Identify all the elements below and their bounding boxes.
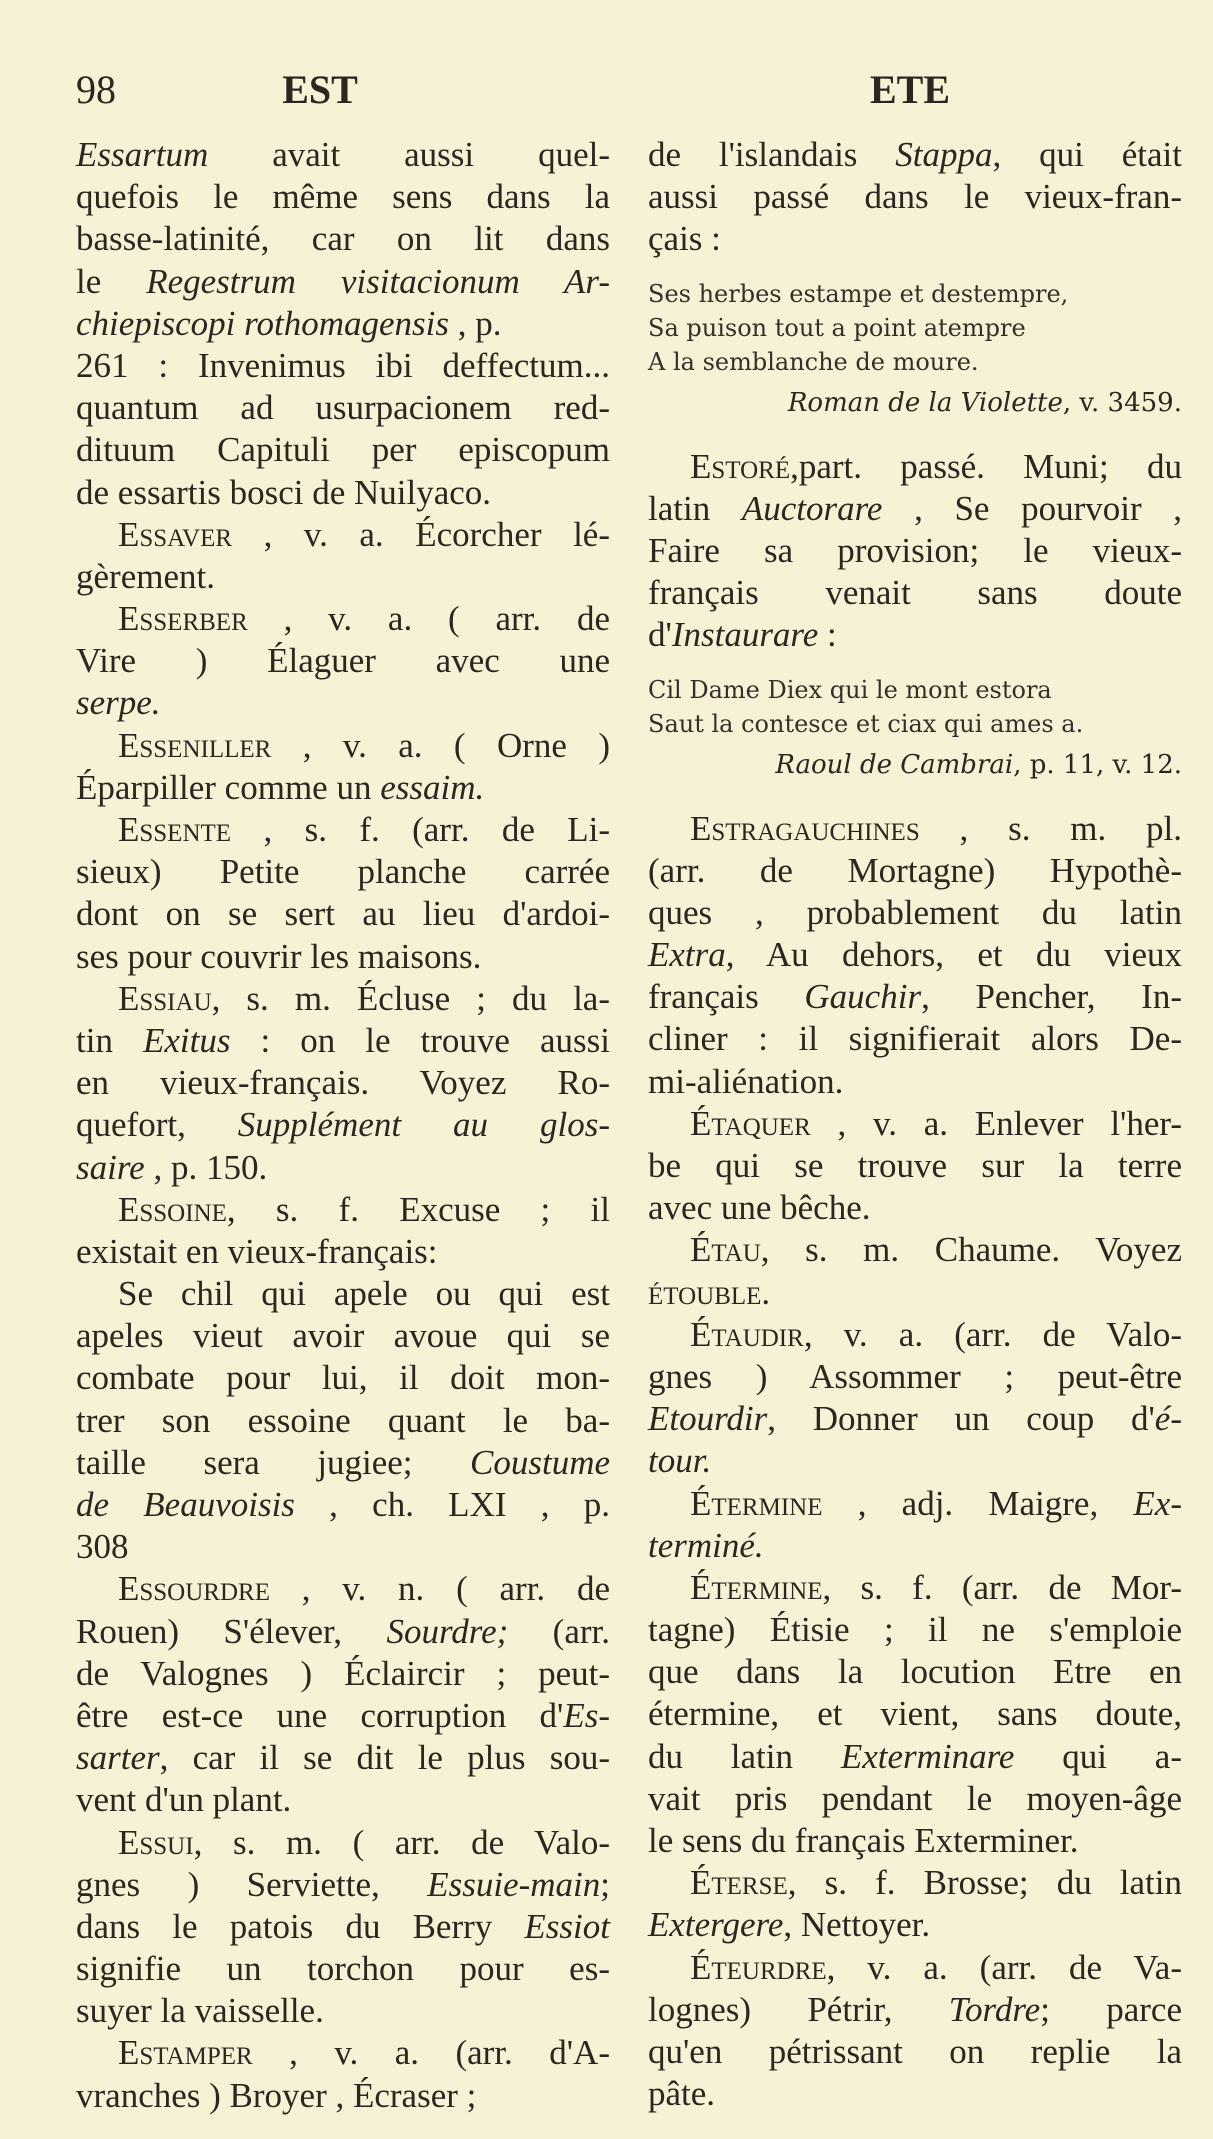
text-segment: basse-latinité, car on lit dans (76, 219, 610, 259)
text-segment: , v. a. (arr. d'A- (252, 2033, 610, 2073)
italic-text: Ex- (1133, 1483, 1182, 1523)
text-segment: le sens du français Exterminer. (648, 1821, 1079, 1860)
text-line (648, 1820, 1182, 1862)
text-segment: français venait sans doute (648, 573, 1182, 613)
text-line (76, 1568, 610, 1610)
text-segment: , p. 150. (144, 1147, 268, 1187)
italic-text: saire (76, 1147, 145, 1187)
italic-text: Essartum (76, 135, 209, 174)
text-segment: , v. n. ( arr. de (269, 1569, 610, 1609)
text-segment: , qui était (992, 135, 1182, 174)
text-segment: 308 (76, 1527, 129, 1567)
text-line (648, 1018, 1182, 1060)
text-segment: existait en vieux-français: (76, 1231, 438, 1271)
text-segment: tagne) Étisie ; il ne s'emploie (648, 1610, 1182, 1650)
dictionary-entry (648, 446, 1182, 657)
italic-text: Supplément au glos- (237, 1105, 610, 1145)
text-line (648, 1314, 1182, 1356)
text-segment: , s. m. ( arr. de Valo- (193, 1822, 610, 1862)
dictionary-entry (76, 1822, 610, 2033)
text-line (76, 640, 610, 682)
headword: Estoré (690, 446, 791, 486)
text-line (648, 1187, 1182, 1229)
text-segment: mi-aliénation. (648, 1061, 844, 1101)
text-line (76, 387, 610, 429)
text-segment: qui a- (1014, 1736, 1182, 1776)
text-line (76, 1315, 610, 1357)
italic-text: tour. (648, 1441, 712, 1481)
verse-quotation (648, 277, 1182, 427)
text-segment: , v. a. (arr. de Valo- (803, 1314, 1182, 1354)
italic-text: Exterminare (840, 1736, 1015, 1776)
text-line (648, 446, 1182, 488)
text-line (76, 1526, 610, 1568)
text-segment: de Valognes ) Éclaircir ; peut- (76, 1653, 610, 1693)
text-segment: ses pour couvrir les maisons. (76, 936, 482, 976)
headword: Essaver (118, 514, 233, 554)
text-line (76, 556, 610, 598)
text-line (76, 1442, 610, 1484)
text-line (76, 767, 610, 809)
text-segment: , v. 3459. (1062, 387, 1182, 418)
text-segment: pâte. (648, 2074, 716, 2114)
text-line (648, 176, 1182, 218)
text-line (648, 1989, 1182, 2031)
italic-text: Raoul de Cambrai (775, 749, 1014, 780)
text-line (76, 682, 610, 724)
text-segment: ques , probablement du latin (648, 892, 1182, 932)
text-line (76, 1484, 610, 1526)
text-segment: trer son essoine quant le ba- (76, 1400, 610, 1440)
text-segment: étermine, et vient, sans doute, (648, 1694, 1182, 1734)
text-segment: avec une bêche. (648, 1188, 871, 1228)
right-running-head: ETE (869, 67, 951, 112)
text-line (648, 1904, 1182, 1946)
text-segment: que dans la locution Etre en (648, 1652, 1182, 1692)
text-segment: Éparpiller comme un (76, 767, 381, 807)
text-segment: : (818, 615, 837, 655)
verse-line: Ses herbes estampe et destempre, (648, 279, 1069, 308)
text-segment: aussi passé dans le vieux-fran- (648, 177, 1182, 217)
text-segment: , Pencher, In- (921, 977, 1182, 1017)
text-segment: avait aussi quel- (208, 135, 610, 174)
text-line (76, 893, 610, 935)
text-line (76, 936, 610, 978)
text-segment: gnes ) Assommer ; peut-être (648, 1356, 1182, 1396)
text-line (76, 303, 610, 345)
text-segment: vait pris pendant le moyen-âge (648, 1778, 1182, 1818)
italic-text: Exitus (142, 1020, 231, 1060)
text-segment: dont on se sert au lieu d'ardoi- (76, 894, 610, 934)
text-line (648, 1736, 1182, 1778)
text-line (76, 1611, 610, 1653)
text-segment: , v. a. ( arr. de (247, 599, 610, 639)
italic-text: Extergere (648, 1905, 784, 1945)
headword: Estragauchines (690, 808, 920, 848)
italic-text: Tordre (948, 1989, 1041, 2029)
headword: Éteurdre (690, 1947, 827, 1987)
text-segment: Vire ) Élaguer avec une (76, 641, 610, 681)
text-line (76, 1822, 610, 1864)
headword: Essourdre (118, 1569, 270, 1609)
text-segment: latin (648, 488, 742, 528)
text-line (76, 1062, 610, 1104)
dictionary-entry (648, 1103, 1182, 1230)
text-line (76, 725, 610, 767)
italic-text: Regestrum visitacionum Ar- (146, 261, 610, 301)
text-segment: français (648, 977, 805, 1017)
italic-text: essaim. (380, 767, 485, 807)
text-segment: , s. f. Excuse ; il (226, 1189, 610, 1229)
verse-line: Sa puison tout a point atempre (648, 313, 1026, 342)
text-segment: en vieux-français. Voyez Ro- (76, 1063, 610, 1103)
text-line (648, 134, 1182, 176)
verse-quotation (648, 673, 1182, 789)
left-running-head: EST (282, 67, 358, 112)
headword: Estamper (118, 2033, 253, 2073)
verse-line: Saut la contesce et ciax qui ames a. (648, 709, 1084, 738)
quotation-paragraph (76, 1273, 610, 1568)
italic-text: Etourdir (648, 1399, 768, 1439)
text-segment: (arr. (508, 1611, 610, 1651)
text-line (648, 1525, 1182, 1567)
page-number: 98 (76, 67, 116, 112)
text-segment: ; (600, 1864, 610, 1904)
text-line (648, 1398, 1182, 1440)
dictionary-entry (76, 809, 610, 978)
text-segment: d' (648, 615, 672, 655)
dictionary-entry (76, 1568, 610, 1821)
text-line (648, 892, 1182, 934)
text-line (648, 1567, 1182, 1609)
text-line (76, 176, 610, 218)
headword: Étermine (690, 1483, 823, 1523)
text-line (648, 1862, 1182, 1904)
text-line (76, 809, 610, 851)
italic-text: Coustume (470, 1442, 610, 1482)
text-segment: , v. a. (arr. de Va- (826, 1947, 1182, 1987)
text-segment: taille sera jugiee; (76, 1442, 470, 1482)
dictionary-entry (76, 725, 610, 809)
headword: Étermine (690, 1567, 823, 1607)
italic-text: Essuie-main (427, 1864, 601, 1904)
text-line (76, 1400, 610, 1442)
text-line (76, 134, 610, 176)
dictionary-entry (648, 1567, 1182, 1862)
citation (648, 741, 1182, 789)
text-segment: de l'islandais (648, 135, 896, 174)
text-line (76, 1189, 610, 1231)
text-segment: be qui se trouve sur la terre (648, 1146, 1182, 1185)
text-line (76, 514, 610, 556)
text-segment: , s. f. (arr. de Li- (231, 810, 610, 849)
text-segment: être est-ce une corruption d' (76, 1695, 564, 1735)
text-segment: Faire sa provision; le vieux- (648, 530, 1182, 570)
dictionary-entry (648, 1862, 1182, 1946)
text-line (648, 2031, 1182, 2073)
italic-text: terminé. (648, 1525, 764, 1565)
text-line (648, 1061, 1182, 1103)
text-segment: 261 : Invenimus ibi deffectum... (76, 345, 610, 385)
headword: Éterse (690, 1863, 788, 1903)
headword: Essoine (118, 1189, 227, 1229)
text-line (648, 1145, 1182, 1187)
text-line (648, 1272, 1182, 1314)
text-segment: , adj. Maigre, (822, 1483, 1134, 1523)
right-column (648, 134, 1182, 2115)
verse-line: A la semblanche de moure. (648, 347, 979, 376)
text-line (648, 1103, 1182, 1145)
text-segment: suyer la vaisselle. (76, 1991, 324, 2031)
text-line (648, 1229, 1182, 1271)
text-line (76, 1990, 610, 2032)
text-segment: , Nettoyer. (783, 1905, 931, 1945)
text-line (76, 2075, 610, 2117)
italic-text: Gauchir (804, 977, 922, 1017)
text-segment: (arr. de Mortagne) Hypothè- (648, 850, 1182, 890)
text-segment: , s. m. pl. (919, 808, 1182, 848)
text-line (648, 530, 1182, 572)
italic-text: Sourdre; (386, 1611, 509, 1651)
text-line (648, 976, 1182, 1018)
dictionary-entry (648, 808, 1182, 1103)
text-segment: , car il se dit le plus sou- (159, 1738, 610, 1778)
citation (648, 379, 1182, 427)
italic-text: de Beauvoisis (76, 1485, 295, 1524)
verse-line: Cil Dame Diex qui le mont estora (648, 675, 1052, 704)
text-segment: , s. m. Écluse ; du la- (211, 978, 610, 1018)
left-column (76, 134, 610, 2117)
text-line (76, 1273, 610, 1315)
text-line (648, 1356, 1182, 1398)
text-line (76, 1104, 610, 1146)
dictionary-entry (648, 1483, 1182, 1567)
text-line (648, 808, 1182, 850)
text-line (76, 978, 610, 1020)
italic-text: Roman de la Violette (787, 387, 1063, 418)
text-segment: Rouen) S'élever, (76, 1611, 387, 1651)
headword: Esseniller (118, 725, 272, 765)
italic-text: Instaurare (671, 615, 819, 655)
text-line (648, 1947, 1182, 1989)
text-line (648, 850, 1182, 892)
italic-text: Stappa (895, 135, 993, 174)
text-line (76, 1653, 610, 1695)
text-line (76, 1020, 610, 1062)
text-segment: , ch. LXI , p. (294, 1485, 610, 1524)
text-segment: ; parce (1040, 1989, 1182, 2029)
text-line (648, 2073, 1182, 2115)
text-line (76, 1147, 610, 1189)
italic-text: chiepiscopi rothomagensis (76, 303, 449, 343)
text-line (648, 934, 1182, 976)
dictionary-entry (76, 598, 610, 725)
text-segment: , p. (448, 303, 502, 343)
headword: Essui (118, 1822, 194, 1862)
text-segment: dituum Capituli per episcopum (76, 430, 610, 470)
text-segment: quefois le même sens dans la (76, 177, 610, 217)
text-segment: quantum ad usurpacionem red- (76, 388, 610, 428)
text-segment: , Donner un coup d' (767, 1399, 1155, 1439)
text-segment: , v. a. Enlever l'her- (810, 1103, 1182, 1143)
text-segment: çais : (648, 219, 721, 259)
text-segment: quefort, (76, 1105, 238, 1145)
italic-text: Es- (563, 1695, 610, 1735)
text-segment: du latin (648, 1736, 841, 1776)
text-segment: , Se pourvoir , (882, 488, 1182, 528)
text-line (76, 1779, 610, 1821)
text-segment: , s. m. Chaume. Voyez (760, 1230, 1182, 1270)
headword: Essiau (118, 978, 212, 1018)
text-line (76, 1695, 610, 1737)
italic-text: sarter (76, 1738, 160, 1778)
text-line (76, 1737, 610, 1779)
dictionary-entry (76, 978, 610, 1189)
dictionary-entry (648, 1314, 1182, 1483)
text-line (76, 1231, 610, 1273)
dictionary-entry (76, 514, 610, 598)
italic-text: Essiot (524, 1906, 610, 1946)
text-segment: vranches ) Broyer , Écraser ; (76, 2075, 477, 2115)
text-line (648, 572, 1182, 614)
text-line (76, 1906, 610, 1948)
italic-text: é- (1154, 1399, 1182, 1439)
text-segment: signifie un torchon pour es- (76, 1949, 610, 1989)
text-segment: apeles vieut avoir avoue qui se (76, 1316, 610, 1356)
dictionary-entry (76, 2032, 610, 2116)
text-line (76, 1948, 610, 1990)
text-segment: , Au dehors, et du vieux (725, 935, 1182, 975)
headword: Étaudir (690, 1314, 804, 1354)
text-segment: tin (76, 1020, 143, 1060)
text-line (76, 1357, 610, 1399)
text-segment: , s. f. Brosse; du latin (787, 1863, 1182, 1903)
continued-paragraph (648, 134, 1182, 261)
text-segment: ,part. passé. Muni; du (790, 446, 1182, 486)
text-line (76, 261, 610, 303)
text-segment: , s. f. (arr. de Mor- (822, 1567, 1182, 1607)
text-segment: vent d'un plant. (76, 1780, 292, 1820)
headword: étouble. (648, 1272, 771, 1312)
text-line (76, 1864, 610, 1906)
text-line (648, 1609, 1182, 1651)
text-segment: de essartis bosci de Nuilyaco. (76, 472, 492, 512)
text-segment: gnes ) Serviette, (76, 1864, 428, 1904)
headword: Étau (690, 1230, 761, 1270)
text-segment: combate pour lui, il doit mon- (76, 1358, 610, 1398)
continued-paragraph (76, 134, 610, 514)
italic-text: Extra (648, 935, 726, 975)
text-line (76, 472, 610, 514)
text-line (76, 429, 610, 471)
text-line (648, 1693, 1182, 1735)
text-segment: Se chil qui apele ou qui est (118, 1274, 610, 1314)
dictionary-entry (648, 1229, 1182, 1313)
headword: Esserber (118, 599, 248, 639)
text-line (76, 2032, 610, 2074)
text-line (648, 488, 1182, 530)
text-segment: cliner : il signifierait alors De- (648, 1019, 1182, 1059)
text-segment: sieux) Petite planche carrée (76, 852, 610, 892)
dictionary-entry (648, 1947, 1182, 2116)
text-line (648, 1651, 1182, 1693)
text-line (76, 218, 610, 260)
headword: Essente (118, 810, 232, 849)
text-line (648, 1483, 1182, 1525)
text-segment: , p. 11, v. 12. (1013, 749, 1182, 780)
text-line (76, 598, 610, 640)
text-line (648, 1440, 1182, 1482)
text-segment: , v. a. Écorcher lé- (232, 514, 610, 554)
text-line (76, 345, 610, 387)
text-line (76, 851, 610, 893)
dictionary-entry (76, 1189, 610, 1273)
text-line (648, 1778, 1182, 1820)
text-line (648, 614, 1182, 656)
italic-text: Auctorare (741, 488, 883, 528)
text-line (648, 218, 1182, 260)
headword: Étaquer (690, 1103, 811, 1143)
italic-text: serpe. (76, 683, 161, 723)
text-segment: , v. a. ( Orne ) (271, 725, 610, 765)
text-segment: le (76, 261, 147, 301)
text-segment: dans le patois du Berry (76, 1906, 525, 1946)
text-segment: gèrement. (76, 556, 215, 596)
text-segment: : on le trouve aussi (230, 1020, 610, 1060)
text-segment: qu'en pétrissant on replie la (648, 2031, 1182, 2071)
text-segment: lognes) Pétrir, (648, 1989, 949, 2029)
